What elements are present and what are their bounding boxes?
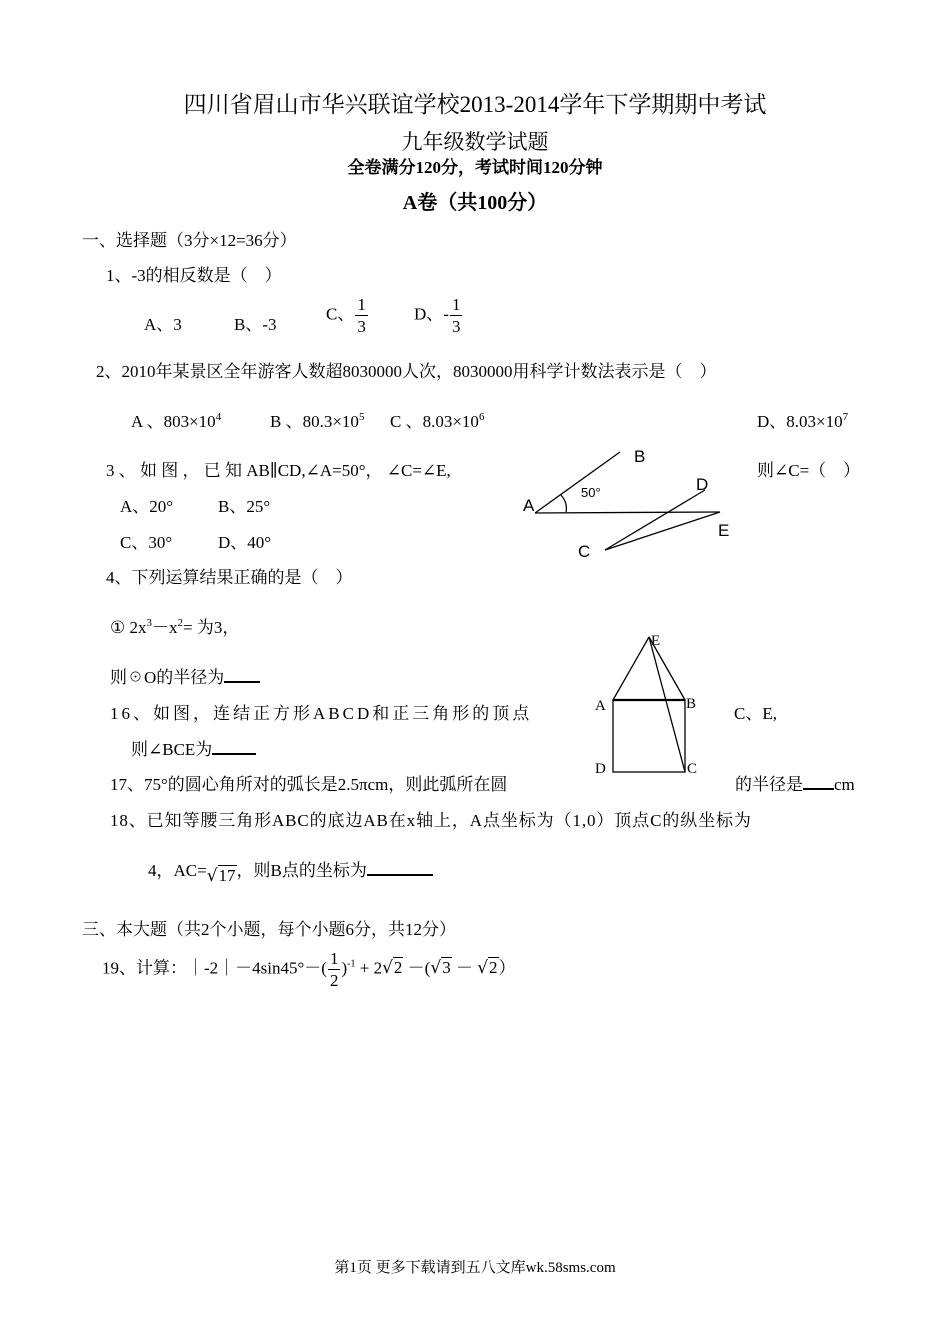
q1-option-a: A、3 (144, 315, 182, 334)
page-footer: 第1页 更多下载请到五八文库wk.58sms.com (334, 1260, 616, 1276)
exam-title: 四川省眉山市华兴联谊学校2013-2014学年下学期期中考试 (183, 92, 767, 117)
sqrt-17 (207, 866, 237, 886)
q19-close: ） (498, 958, 516, 978)
q19-minus: － (455, 958, 473, 978)
q15-text: 则☉O的半径为 (110, 668, 225, 687)
label-e: E (651, 633, 661, 649)
q3-option-c: C、30° (120, 533, 173, 552)
q19-plus-term: + 2 (359, 958, 383, 978)
segment-ae (613, 637, 649, 700)
q4-opt1-suffix: = 为3， (183, 618, 240, 637)
fraction-numerator: 1 (357, 295, 366, 314)
q1-option-c (326, 296, 369, 335)
q2-option-c (390, 407, 484, 432)
q4-opt1-prefix: ① 2x (110, 618, 147, 637)
answer-blank (224, 666, 260, 683)
q4-opt1-middle: －x (152, 618, 178, 637)
q1-option-d (414, 296, 463, 335)
q4-stem: 4、下列运算结果正确的是（ ） (106, 568, 353, 587)
label-a: A (595, 698, 606, 714)
label-c: C (578, 542, 591, 561)
q2-option-d (757, 407, 848, 432)
q2-option-a (131, 407, 221, 432)
q1-stem: 1、-3的相反数是（ ） (106, 266, 282, 285)
q19-close-paren: ) (341, 958, 348, 978)
q16-stem-right: C、E, (734, 704, 777, 723)
answer-blank (212, 738, 256, 755)
q3-stem-left: 3 、 如 图 ， 已 知 AB∥CD,∠A=50°， ∠C=∠E, (106, 461, 451, 480)
q1-option-c-prefix: C、 (326, 304, 355, 324)
q4-option-1 (110, 613, 239, 638)
q16-figure (590, 628, 710, 780)
label-b: B (634, 447, 646, 466)
q17-right-suffix: cm (834, 775, 855, 794)
exam-subtitle: 九年级数学试题 (401, 130, 549, 154)
q2-option-d-exponent: 7 (842, 411, 849, 423)
fraction-denominator: 3 (451, 317, 461, 336)
q2-option-c-base: C 、8.03×10 (390, 412, 479, 431)
line-ab (535, 452, 620, 513)
radical-sign: √ (477, 958, 489, 979)
q18-line1: 18、已知等腰三角形ABC的底边AB在x轴上，A点坐标为（1,0）顶点C的纵坐标为 (110, 811, 752, 830)
answer-blank (367, 859, 433, 876)
angle-arc (561, 495, 566, 512)
label-e: E (718, 521, 730, 540)
label-c: C (687, 761, 698, 777)
label-b: B (686, 696, 697, 712)
radicand: 3 (442, 958, 451, 978)
radical-sign: √ (430, 958, 442, 979)
q19-fraction (328, 950, 341, 989)
part3-heading: 三、本大题（共2个小题，每个小题6分，共12分） (82, 920, 456, 939)
q3-stem-right: 则∠C=（ ） (757, 461, 861, 480)
section-a-heading: A卷（共100分） (402, 192, 548, 214)
radical-sign: √ (382, 958, 393, 979)
q3-figure (515, 440, 755, 565)
label-a: A (523, 496, 535, 515)
fraction-denominator: 3 (357, 317, 366, 336)
radicand: 2 (489, 958, 498, 978)
q16-line2 (131, 735, 256, 760)
q2-option-d-base: D、8.03×10 (757, 412, 843, 431)
q4-opt1-exponent-2: 2 (177, 617, 183, 629)
q2-option-b (270, 407, 364, 432)
q1-option-d-prefix: D、- (414, 304, 449, 324)
q1-option-d-fraction (450, 296, 463, 335)
q3-option-d: D、40° (218, 533, 272, 552)
sqrt-2-second (477, 958, 498, 978)
fraction-numerator: 1 (451, 295, 461, 314)
q3-option-a: A、20° (120, 497, 174, 516)
q2-option-c-exponent: 6 (478, 411, 485, 423)
q17-right-prefix: 的半径是 (735, 775, 803, 794)
radicand: 2 (393, 958, 403, 978)
fraction-numerator: 1 (329, 949, 339, 968)
q19-expression (102, 950, 516, 989)
fraction-denominator: 2 (329, 971, 339, 990)
radicand: 17 (218, 866, 236, 885)
sqrt-2 (382, 958, 403, 978)
q15-line (110, 663, 260, 688)
answer-blank (803, 773, 834, 790)
line-cd (605, 490, 705, 550)
q19-exponent: -1 (347, 958, 356, 970)
radical-sign: √ (206, 866, 218, 886)
q19-prefix: 19、计算：｜-2｜－4sin45°－( (102, 958, 327, 978)
exam-info: 全卷满分120分，考试时间120分钟 (347, 158, 603, 177)
q16-stem-left: 16、如图，连结正方形ABCD和正三角形的顶点 (110, 704, 533, 723)
q18-line2 (148, 856, 433, 886)
q3-option-b: B、25° (218, 497, 271, 516)
q2-stem: 2、2010年某景区全年游客人数超8030000人次，8030000用科学计数法表示是（ ） (96, 362, 717, 381)
part1-heading: 一、选择题（3分×12=36分） (82, 231, 297, 250)
sqrt-3 (430, 958, 451, 978)
segment-ce (649, 637, 685, 772)
q17-left: 17、75°的圆心角所对的弧长是2.5πcm，则此弧所在圆 (110, 775, 508, 794)
q16-line2-text: 则∠BCE为 (131, 740, 213, 759)
q19-minus-paren: －( (407, 958, 431, 978)
q1-option-c-fraction (355, 296, 368, 335)
q18-line2-suffix: ，则B点的坐标为 (236, 861, 367, 880)
angle-label: 50° (581, 485, 601, 500)
q17-right (735, 770, 855, 795)
q2-option-a-exponent: 4 (215, 411, 222, 423)
q2-option-b-exponent: 5 (358, 411, 365, 423)
square-abcd (613, 700, 685, 772)
q18-line2-prefix: 4，AC= (148, 861, 207, 880)
q4-opt1-exponent-1: 3 (146, 617, 152, 629)
label-d: D (595, 761, 606, 777)
q2-option-b-base: B 、80.3×10 (270, 412, 359, 431)
line-ae (535, 512, 720, 513)
label-d: D (696, 475, 709, 494)
q2-option-a-base: A 、803×10 (131, 412, 216, 431)
line-ce (605, 512, 720, 550)
q1-option-b: B、-3 (234, 315, 277, 334)
